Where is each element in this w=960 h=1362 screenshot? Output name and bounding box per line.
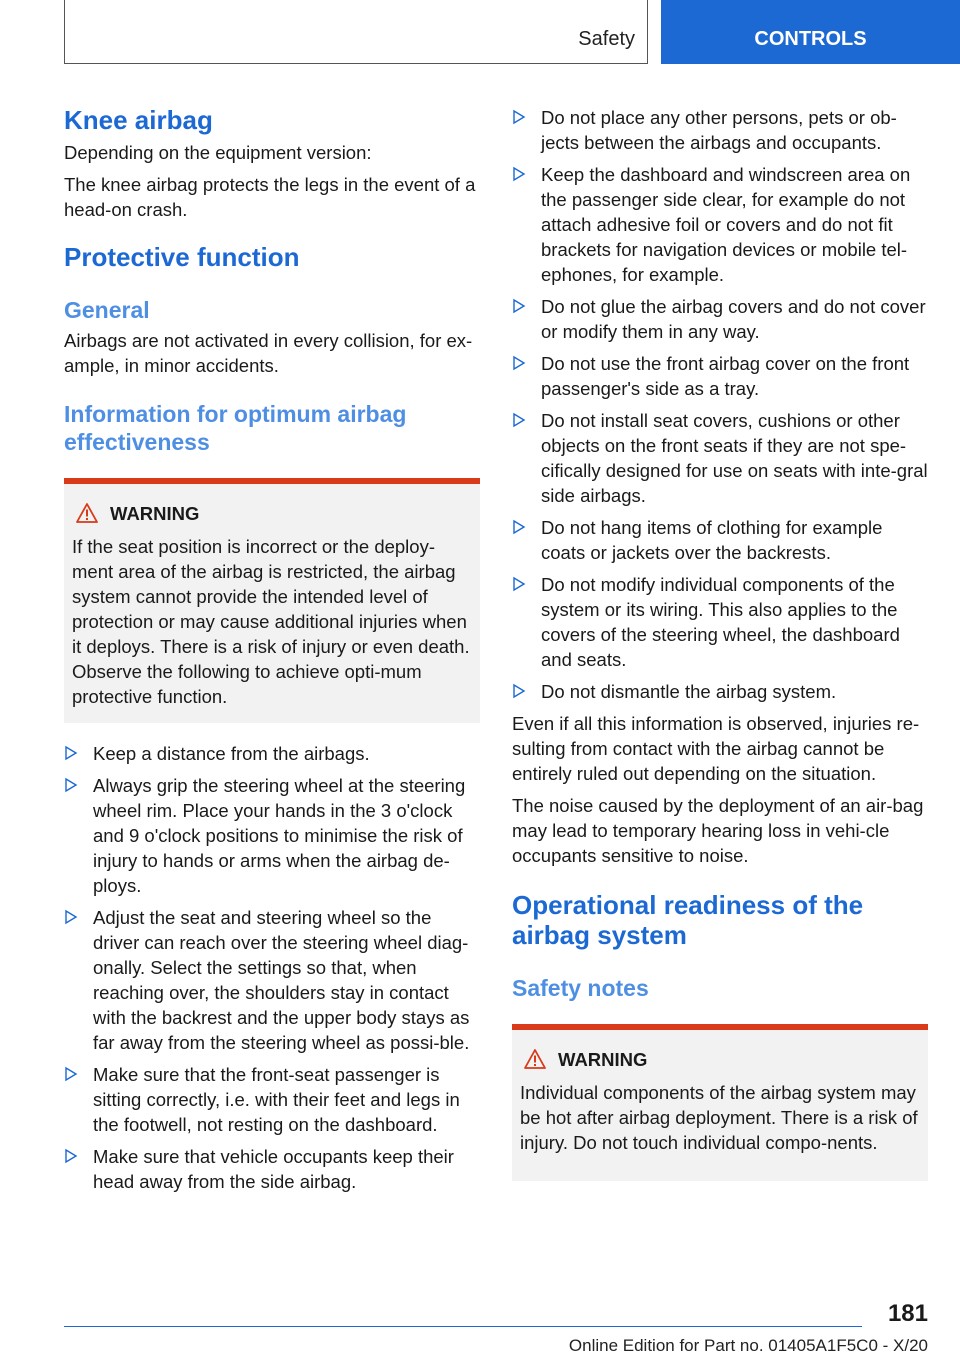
info-optimum-heading: Information for optimum airbag effectiveness — [64, 401, 407, 455]
header-tab-controls[interactable]: CONTROLS — [661, 0, 960, 64]
list-item: Do not use the front airbag cover on the front passenger's side as a tray. — [512, 351, 928, 401]
operational-readiness-heading: Operational readiness of the airbag system — [512, 890, 864, 950]
list-item: Do not dismantle the airbag system. — [512, 679, 928, 704]
right-bullet-list — [512, 105, 928, 704]
injury-note-para: Even if all this information is observed, injuries re-sulting from contact with the airbag cannot be entirely ruled out depending on the situation. — [512, 713, 920, 784]
bullet-triangle-icon — [512, 166, 526, 182]
list-item: Always grip the steering wheel at the steering wheel rim. Place your hands in the 3 o'clock and 9 o'clock positions to minimise the risk of injury to hands or arms when the airbag de-ploys. — [64, 773, 480, 898]
warning-label: WARNING — [558, 1049, 648, 1070]
list-item: Do not place any other persons, pets or ob-jects between the airbags and occupants. — [512, 105, 928, 155]
header-frame — [64, 0, 648, 64]
list-item: Adjust the seat and steering wheel so the driver can reach over the steering wheel diag-onally. Select the settings so that, when reaching over, the shoulders stay in contact with the backrest and the upper body stays as far away from the steering wheel as possi-ble. — [64, 905, 480, 1055]
bullet-triangle-icon — [64, 1066, 78, 1082]
footer-divider — [64, 1326, 862, 1327]
warning-triangle-icon — [76, 503, 98, 523]
warning-triangle-icon — [524, 1049, 546, 1069]
header-section-title: Safety — [578, 28, 635, 50]
noise-note-para: The noise caused by the deployment of an air-bag may lead to temporary hearing loss in vehi-cle occupants sensitive to noise. — [512, 795, 924, 866]
right-column — [512, 105, 928, 1181]
left-bullet-list — [64, 741, 480, 1194]
list-item: Make sure that vehicle occupants keep their head away from the side airbag. — [64, 1144, 480, 1194]
knee-airbag-para-2: The knee airbag protects the legs in the event of a head-on crash. — [64, 174, 476, 220]
bullet-triangle-icon — [512, 355, 526, 371]
bullet-triangle-icon — [512, 683, 526, 699]
bullet-triangle-icon — [64, 1148, 78, 1164]
list-item: Do not install seat covers, cushions or other objects on the front seats if they are not spe-cifically designed for use on seats with inte-gral side airbags. — [512, 408, 928, 508]
page-number: 181 — [887, 1300, 928, 1327]
list-item: Do not modify individual components of the system or its wiring. This also applies to the covers of the steering wheel, the dashboard and seats. — [512, 572, 928, 672]
bullet-triangle-icon — [512, 519, 526, 535]
general-heading: General — [64, 297, 150, 323]
list-item: Keep a distance from the airbags. — [64, 741, 480, 766]
general-para: Airbags are not activated in every collision, for ex-ample, in minor accidents. — [64, 330, 473, 376]
bullet-triangle-icon — [512, 109, 526, 125]
left-column — [64, 100, 480, 1201]
protective-function-heading: Protective function — [64, 242, 300, 272]
safety-notes-heading: Safety notes — [512, 975, 649, 1001]
bullet-triangle-icon — [512, 298, 526, 314]
bullet-triangle-icon — [512, 576, 526, 592]
footer-edition: Online Edition for Part no. 01405A1F5C0 - X/20 — [568, 1336, 928, 1355]
list-item: Do not hang items of clothing for example coats or jackets over the backrests. — [512, 515, 928, 565]
list-item: Do not glue the airbag covers and do not cover or modify them in any way. — [512, 294, 928, 344]
list-item: Keep the dashboard and windscreen area on the passenger side clear, for example do not attach adhesive foil or covers and do not fit brackets for navigation devices or mobile tel-ephones, for example. — [512, 162, 928, 287]
warning-box-safety — [512, 1024, 928, 1181]
warning-label: WARNING — [110, 503, 200, 524]
bullet-triangle-icon — [64, 777, 78, 793]
warning-box — [64, 478, 480, 723]
list-item: Make sure that the front-seat passenger is sitting correctly, i.e. with their feet and legs in the footwell, not resting on the dashboard. — [64, 1062, 480, 1137]
knee-airbag-heading: Knee airbag — [64, 105, 213, 135]
bullet-triangle-icon — [512, 412, 526, 428]
warning-title — [72, 502, 472, 526]
knee-airbag-para-1: Depending on the equipment version: — [64, 142, 372, 163]
warning-title — [520, 1048, 920, 1072]
warning-text: If the seat position is incorrect or the deploy-ment area of the airbag is restricted, the airbag system cannot provide the intended level of protection or may cause additional injuries when it deploys. There is a risk of injury or even death. Observe the following to achieve opti-mum protective function. — [72, 536, 470, 707]
bullet-triangle-icon — [64, 909, 78, 925]
bullet-triangle-icon — [64, 745, 78, 761]
warning-text: Individual components of the airbag system may be hot after airbag deployment. There is a risk of injury. Do not touch individual compo-nents. — [520, 1082, 918, 1153]
